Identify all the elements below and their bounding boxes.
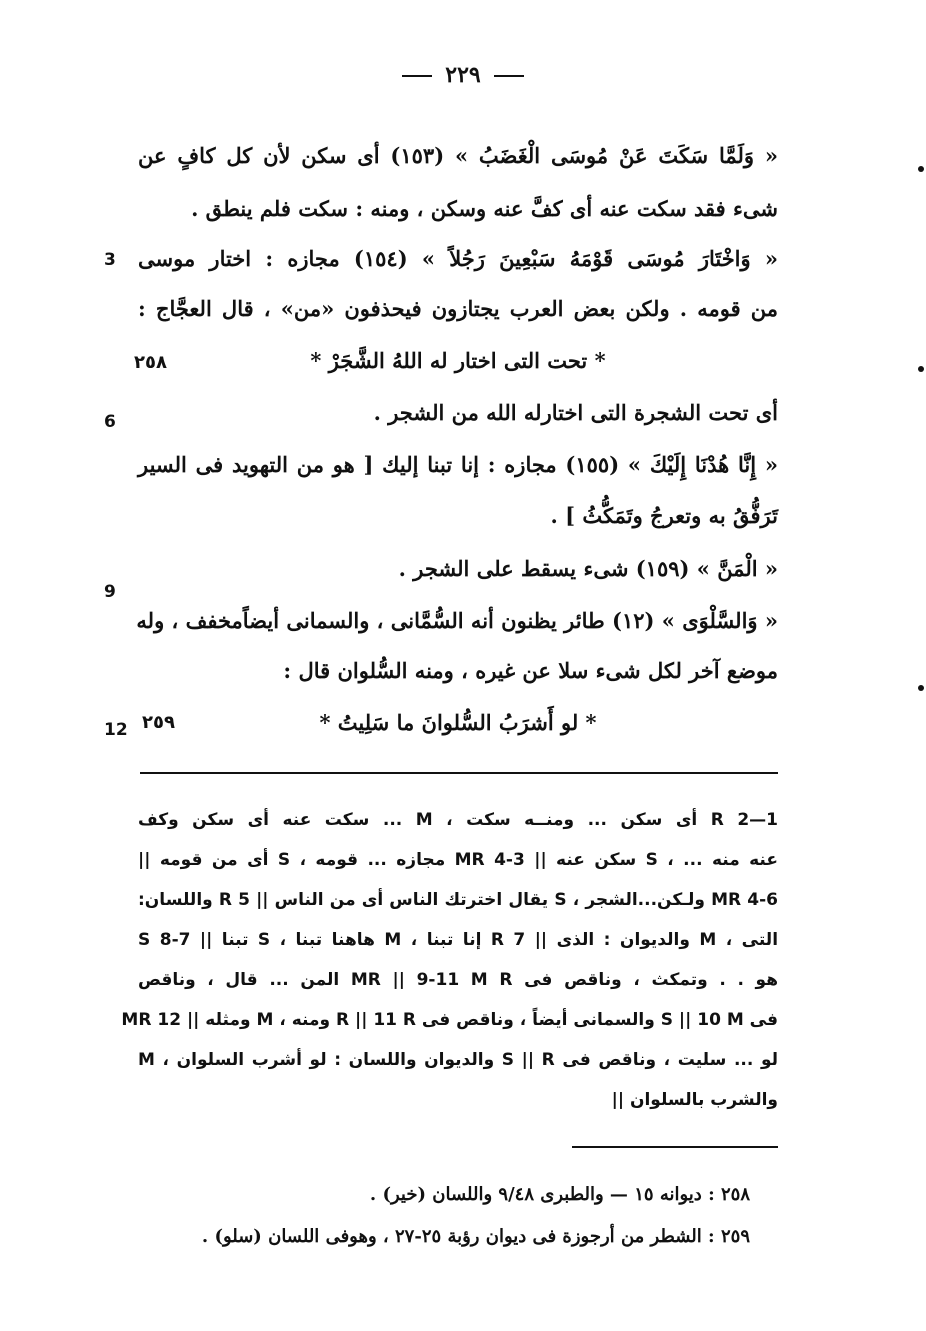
header-dash-right [494,75,524,77]
scan-speck [918,366,924,372]
apparatus-line: عنه منه ... ، S سكن عنه || 3-4 MR مجازه ... قومه ، S أى من قومه || [138,850,778,870]
footnote-divider [572,1146,778,1148]
line-number: 3 [104,250,116,270]
apparatus-line: 1—2 R أى سكن ... ومنــه سكت ، M ... سكت عنه أى سكن وكف [138,810,778,830]
line-number: 6 [104,412,116,432]
page-number: ٢٢٩ [445,62,481,88]
body-line: « إِنَّا هُدْنَا إِلَيْكَ » (١٥٥) مجازه : إنا تبنا إليك [ هو من التهويد فى السير [138,452,778,477]
page-header [0,62,926,88]
body-line: تَرَفُّقُ به وتعرجُ وتَمَكُّثُ ] . [550,503,778,528]
header-dash-left [402,75,432,77]
apparatus-line: والشرب بالسلوان || [611,1090,778,1110]
body-line: شىء فقد سكت عنه أى كفَّ عنه وسكن ، ومنه : سكت فلم ينطق . [191,196,778,221]
body-line: « الْمَنَّ » (١٥٩) شىء يسقط على الشجر . [398,556,778,581]
verse-number: ٢٥٨ [134,352,167,373]
scan-speck [918,685,924,691]
line-number: 9 [104,582,116,602]
body-line: « وَالسَّلْوَى » (١٢) طائر يظنون أنه السُّمَّانى ، والسمانى أيضاًمخفف ، وله [136,608,778,633]
apparatus-line: هو . . وتمكث ، وناقص فى MR || 9-11 M R المن ... قال ، وناقص [138,970,778,990]
body-line: أى تحت الشجرة التى اختارله الله من الشجر . [373,400,778,425]
verse-number: ٢٥٩ [142,712,175,733]
verse-line: * لو أَشرَبُ السُّلوانَ ما سَلِيتُ * [319,710,597,735]
line-number: 12 [104,720,128,740]
body-line: موضع آخر لكل شىء سلا عن غيره ، ومنه السُّلوان قال : [283,658,778,683]
footnote: ٢٥٩ : الشطر من أرجوزة فى ديوان رؤبة ٢٥-٢٧ ، وهوفى اللسان (سلو) . [201,1226,750,1247]
scan-speck [918,166,924,172]
verse-line: * تحت التى اختار له اللهُ الشَّجَرْ * [310,348,606,373]
apparatus-line: لو ... سليت ، وناقص فى S || R والديوان واللسان : لو أشرب السلوان ، M [138,1050,778,1070]
body-line: « وَاخْتَارَ مُوسَى قَوْمَهُ سَبْعِينَ رَجُلاً » (١٥٤) مجازه : اختار موسى [138,246,779,271]
apparatus-divider [140,772,778,774]
apparatus-line: التى ، M والديوان : الذى || R 7 إنا تبنا ، M هاهنا تبنا ، S تبنا || 7-8 S [138,930,779,950]
footnote: ٢٥٨ : ديوانه ١٥ — والطبرى ٩/٤٨ واللسان (خير) . [369,1184,750,1205]
apparatus-line: فى S || 10 M والسمانى أيضاً ، وناقص فى R || 11 R ومنه ، M ومثله || 12 MR [121,1010,778,1030]
apparatus-line: 4-6 MR ولـكن...الشجر ، S يقال اخترتك الناس أى من الناس || R 5 واللسان: [138,890,779,910]
body-line: من قومه . ولكن بعض العرب يجتازون فيحذفون «من» ، قال العجَّاج : [138,296,778,321]
body-line: « وَلَمَّا سَكَتَ عَنْ مُوسَى الْغَضَبُ » (١٥٣) أى سكن لأن كل كافٍ عن [138,143,779,168]
